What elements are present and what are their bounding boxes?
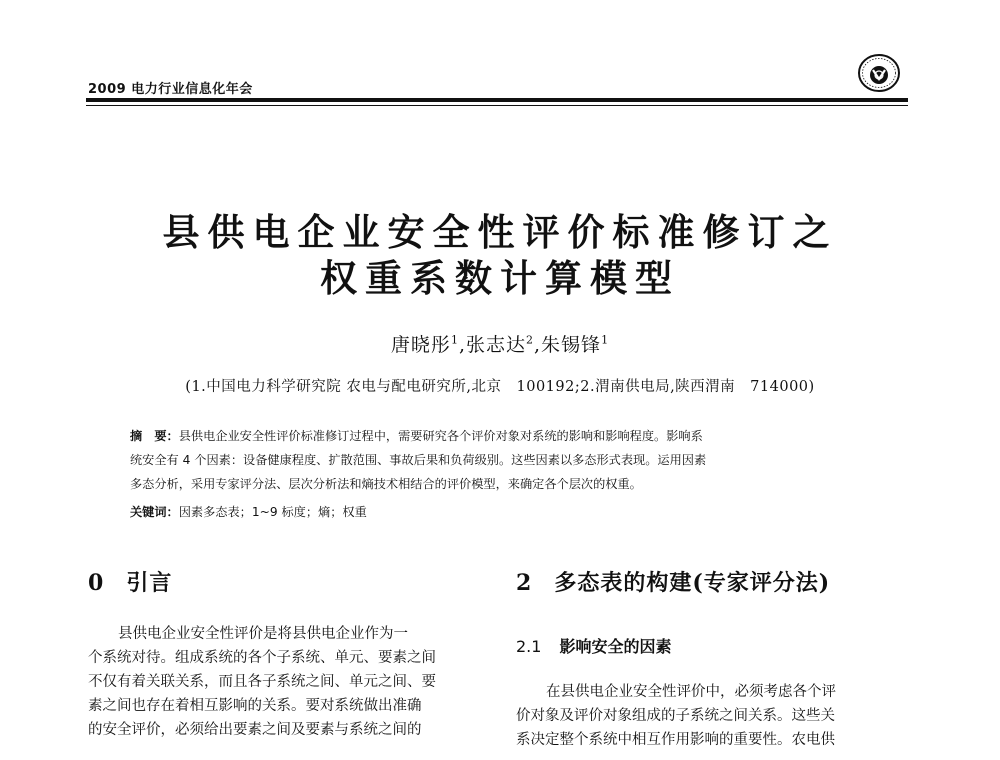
keywords bbox=[130, 500, 870, 524]
paper-title-line-1: 县供电企业安全性评价标准修订之 bbox=[162, 210, 838, 254]
author-separator: , bbox=[534, 334, 542, 356]
section-heading-introduction bbox=[88, 566, 172, 597]
body-line: 县供电企业安全性评价是将县供电企业作为一 bbox=[118, 626, 408, 642]
keywords-label: 关键词： bbox=[130, 505, 179, 519]
section-heading-polymorphic-table bbox=[516, 566, 830, 597]
conference-seal-logo bbox=[856, 52, 902, 94]
abstract-line: 多态分析，采用专家评分法、层次分析法和熵技术相结合的评价模型，来确定各个层次的权重。 bbox=[130, 477, 642, 491]
paper-title-line-2: 权重系数计算模型 bbox=[320, 256, 680, 300]
section-title: 多态表的构建(专家评分法) bbox=[554, 570, 831, 596]
body-line: 素之间也存在着相互影响的关系。要对系统做出准确 bbox=[88, 698, 422, 714]
author-separator: , bbox=[458, 334, 466, 356]
section-number: 0 bbox=[88, 570, 105, 596]
subsection-title: 影响安全的因素 bbox=[559, 637, 672, 656]
body-line: 价对象及评价对象组成的子系统之间关系。这些关 bbox=[516, 708, 835, 724]
body-line: 个系统对待。组成系统的各个子系统、单元、要素之间 bbox=[88, 650, 436, 666]
section-title: 引言 bbox=[126, 570, 173, 596]
author-name: 张志达 bbox=[465, 334, 526, 356]
header-rule-thick bbox=[86, 98, 908, 102]
header-rule-thin bbox=[86, 105, 908, 106]
right-column-body bbox=[516, 680, 912, 752]
running-head: 2009 电力行业信息化年会 bbox=[88, 82, 253, 97]
subsection-heading-safety-factors bbox=[516, 634, 671, 657]
keywords-text: 因素多态表；1~9 标度；熵；权重 bbox=[178, 505, 367, 519]
affiliation: (1.中国电力科学研究院 农电与配电研究所,北京 100192;2.渭南供电局,陕西渭南 714000) bbox=[185, 379, 815, 395]
abstract-line: 统安全有 4 个因素：设备健康程度、扩散范围、事故后果和负荷级别。这些因素以多态形式表现。运用因素 bbox=[130, 453, 707, 467]
author-name: 唐晓彤 bbox=[390, 334, 451, 356]
body-line: 在县供电企业安全性评价中，必须考虑各个评 bbox=[546, 684, 836, 700]
author-affiliation-mark: 1 bbox=[601, 333, 610, 347]
subsection-number: 2.1 bbox=[516, 637, 542, 656]
author-affiliation-mark: 1 bbox=[450, 333, 459, 347]
author-name: 朱锡锋 bbox=[541, 334, 602, 356]
author-affiliation-mark: 2 bbox=[526, 333, 534, 347]
left-column-body bbox=[88, 622, 480, 742]
body-line: 系决定整个系统中相互作用影响的重要性。农电供 bbox=[516, 732, 835, 748]
abstract-line bbox=[130, 424, 870, 448]
abstract-label: 摘 要： bbox=[130, 429, 179, 443]
body-line: 的安全评价，必须给出要素之间及要素与系统之间的 bbox=[88, 722, 422, 738]
author-list bbox=[0, 330, 1000, 357]
body-line: 不仅有着关联关系，而且各子系统之间、单元之间、要 bbox=[88, 674, 436, 690]
abstract-text: 县供电企业安全性评价标准修订过程中，需要研究各个评价对象对系统的影响和影响程度。影响系 bbox=[178, 429, 703, 443]
section-number: 2 bbox=[516, 570, 533, 596]
abstract bbox=[130, 424, 870, 496]
